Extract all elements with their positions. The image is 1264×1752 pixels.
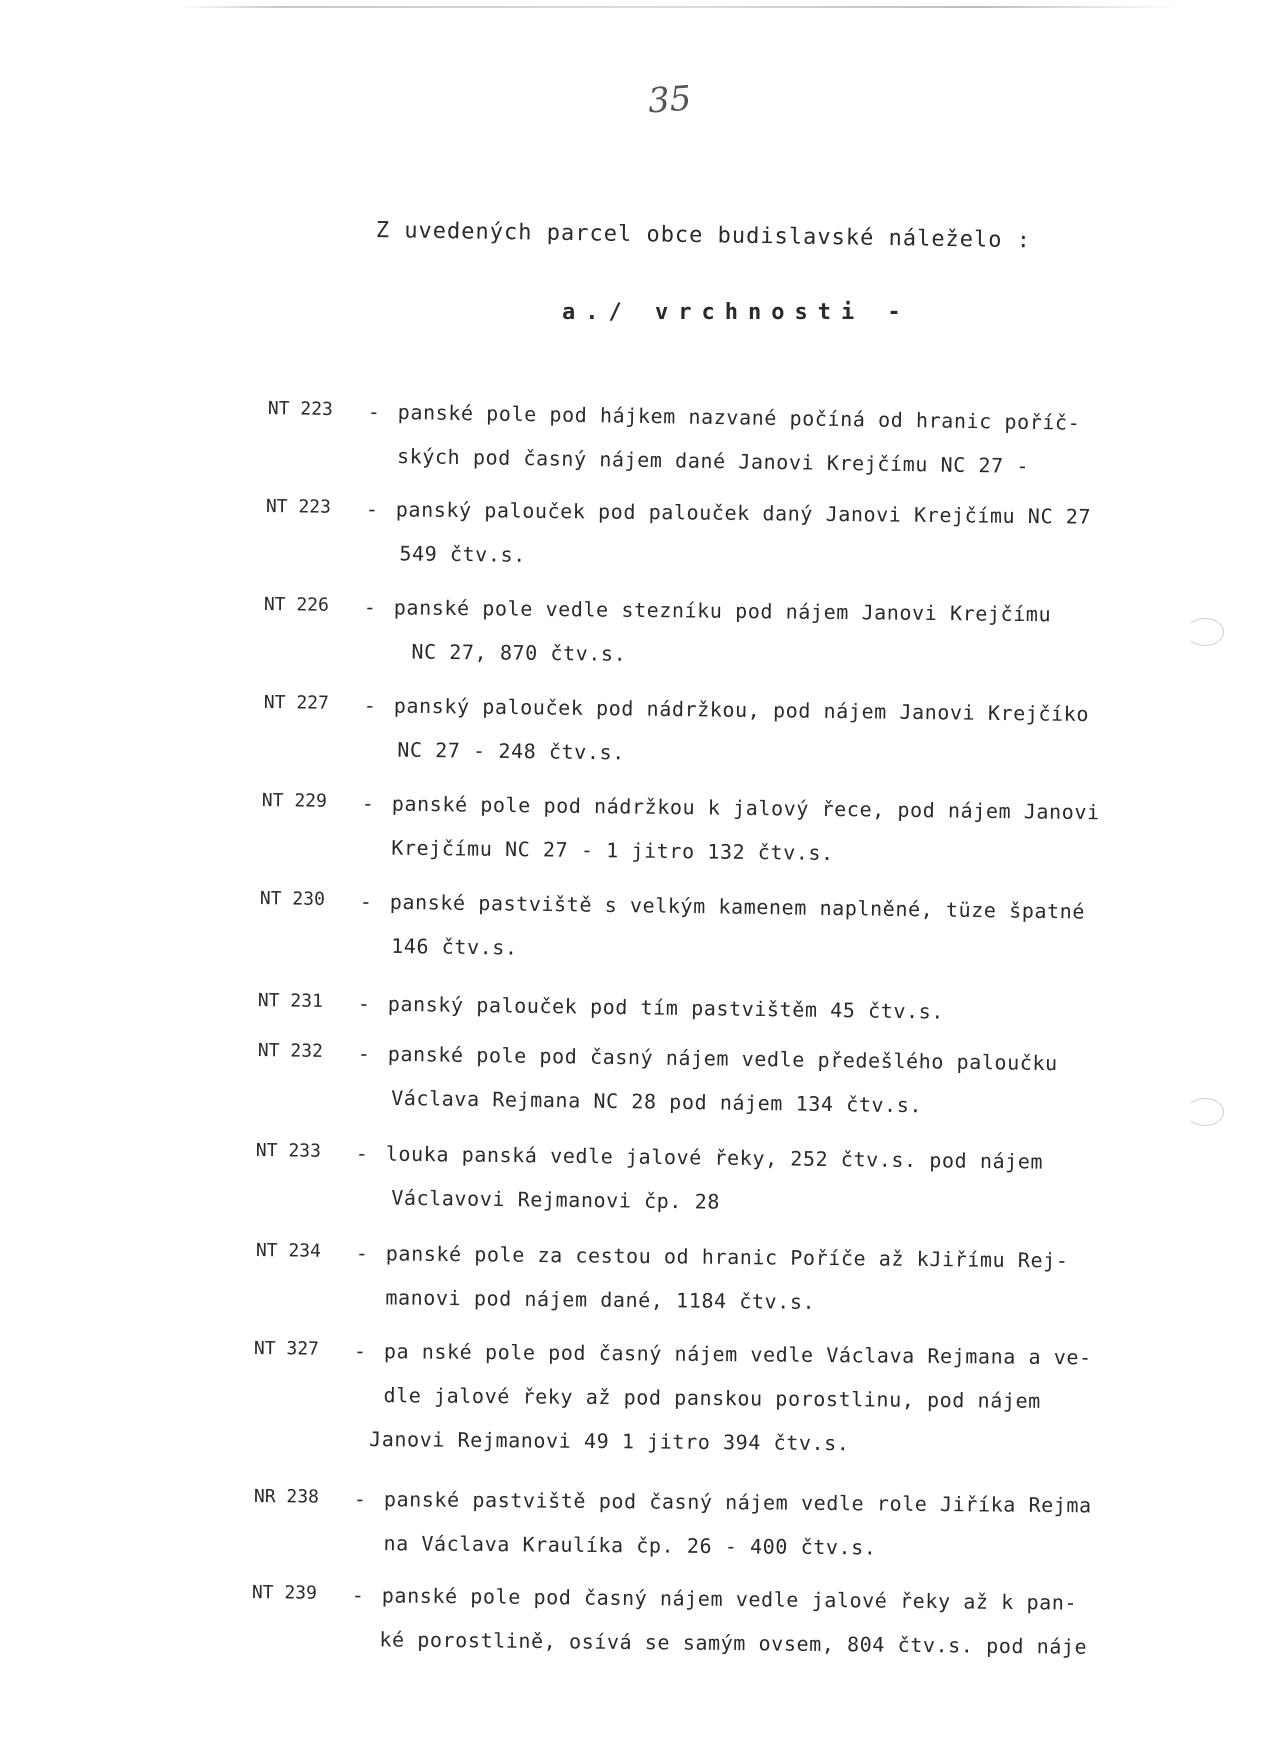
entry-text-line: panské pole za cestou od hranic Poříče až kJiřímu Rej- [385,1241,1069,1273]
entry-text-line: Václava Rejmana NC 28 pod nájem 134 čtv.s. [391,1085,923,1118]
parcel-code: NT 227 [263,692,330,714]
parcel-code: NT 229 [261,790,328,812]
parcel-code: NT 327 [253,1338,320,1360]
entry-text-line: dle jalové řeky až pod panskou porostlinu, pod nájem [383,1383,1041,1413]
entry-dash: - [367,399,381,424]
entry-dash: - [353,1338,367,1363]
entry-text-line: louka panská vedle jalové řeky, 252 čtv.s. pod nájem [385,1141,1044,1174]
parcel-code: NT 223 [265,496,332,518]
entry-text-line: panský palouček pod tím pastvištěm 45 čtv.s. [387,991,945,1024]
entry-text-line: ké porostlině, osívá se samým ovsem, 804 čtv.s. pod náje [379,1627,1088,1659]
entry-dash: - [363,595,377,620]
entry-text-line: na Václava Kraulíka čp. 26 - 400 čtv.s. [383,1531,877,1560]
entry-text-line: panské pastviště s velkým kamenem naplněné, tüze špatné [389,889,1086,924]
entry-text-line: panské pole vedle stezníku pod nájem Janovi Krejčímu [393,595,1052,627]
entry-text-line: NC 27, 870 čtv.s. [411,639,627,666]
entry-dash: - [355,1141,369,1166]
entry-dash: - [365,497,379,522]
parcel-code: NT 234 [255,1240,322,1262]
parcel-code: NR 238 [253,1486,320,1508]
entry-text-line: NC 27 - 248 čtv.s. [397,737,625,765]
entry-text-line: manovi pod nájem dané, 1184 čtv.s. [385,1285,816,1314]
entry-text-line: ských pod časný nájem dané Janovi Krejčímu NC 27 - [396,444,1030,478]
entry-text-line: 549 čtv.s. [399,541,526,567]
entry-dash: - [359,889,373,914]
parcel-code: NT 232 [257,1040,324,1062]
entry-text-line: pa nské pole pod časný nájem vedle Václava Rejmana a ve- [383,1339,1092,1370]
parcel-code: NT 231 [257,990,324,1012]
entry-text-line: panské pole pod časný nájem vedle jalové řeky až k pan- [381,1583,1078,1615]
entry-text-line: 146 čtv.s. [391,933,518,960]
page-number: 35 [646,78,693,122]
entry-text-line: Václavovi Rejmanovi čp. 28 [391,1185,721,1214]
entry-dash: - [357,991,371,1016]
entry-text-line: panské pole pod nádržkou k jalový řece, pod nájem Janovi [391,791,1100,825]
entry-text-line: panské pole pod hájkem nazvané počíná od hranic poříč- [397,400,1081,435]
entry-dash: - [355,1241,369,1266]
entry-text-line: Janovi Rejmanovi 49 1 jitro 394 čtv.s. [369,1427,850,1456]
entry-dash: - [357,1041,371,1066]
entry-text-line: panské pastviště pod časný nájem vedle role Jiříka Rejma [383,1487,1092,1518]
entry-text-line: Krejčímu NC 27 - 1 jitro 132 čtv.s. [391,835,834,865]
entry-dash: - [351,1583,365,1608]
entry-dash: - [361,791,375,816]
document-heading: Z uvedených parcel obce budislavské náleželo : [375,218,1032,254]
punch-hole-mark [1186,1098,1224,1126]
punch-hole-mark [1186,618,1224,646]
parcel-code: NT 239 [251,1582,318,1604]
parcel-code: NT 230 [259,888,326,910]
parcel-code: NT 233 [255,1140,322,1162]
entry-dash: - [353,1486,367,1511]
parcel-code: NT 223 [267,398,334,421]
parcel-code: NT 226 [263,594,330,616]
scan-artifact [180,6,1180,8]
entry-dash: - [363,693,377,718]
entry-text-line: panský palouček pod nádržkou, pod nájem Janovi Krejčíko [393,693,1090,727]
section-title: a./ vrchnosti - [562,300,911,325]
entry-text-line: panské pole pod časný nájem vedle předešlého paloučku [387,1041,1058,1076]
entry-text-line: panský palouček pod palouček daný Janovi Krejčímu NC 27 [395,497,1092,529]
